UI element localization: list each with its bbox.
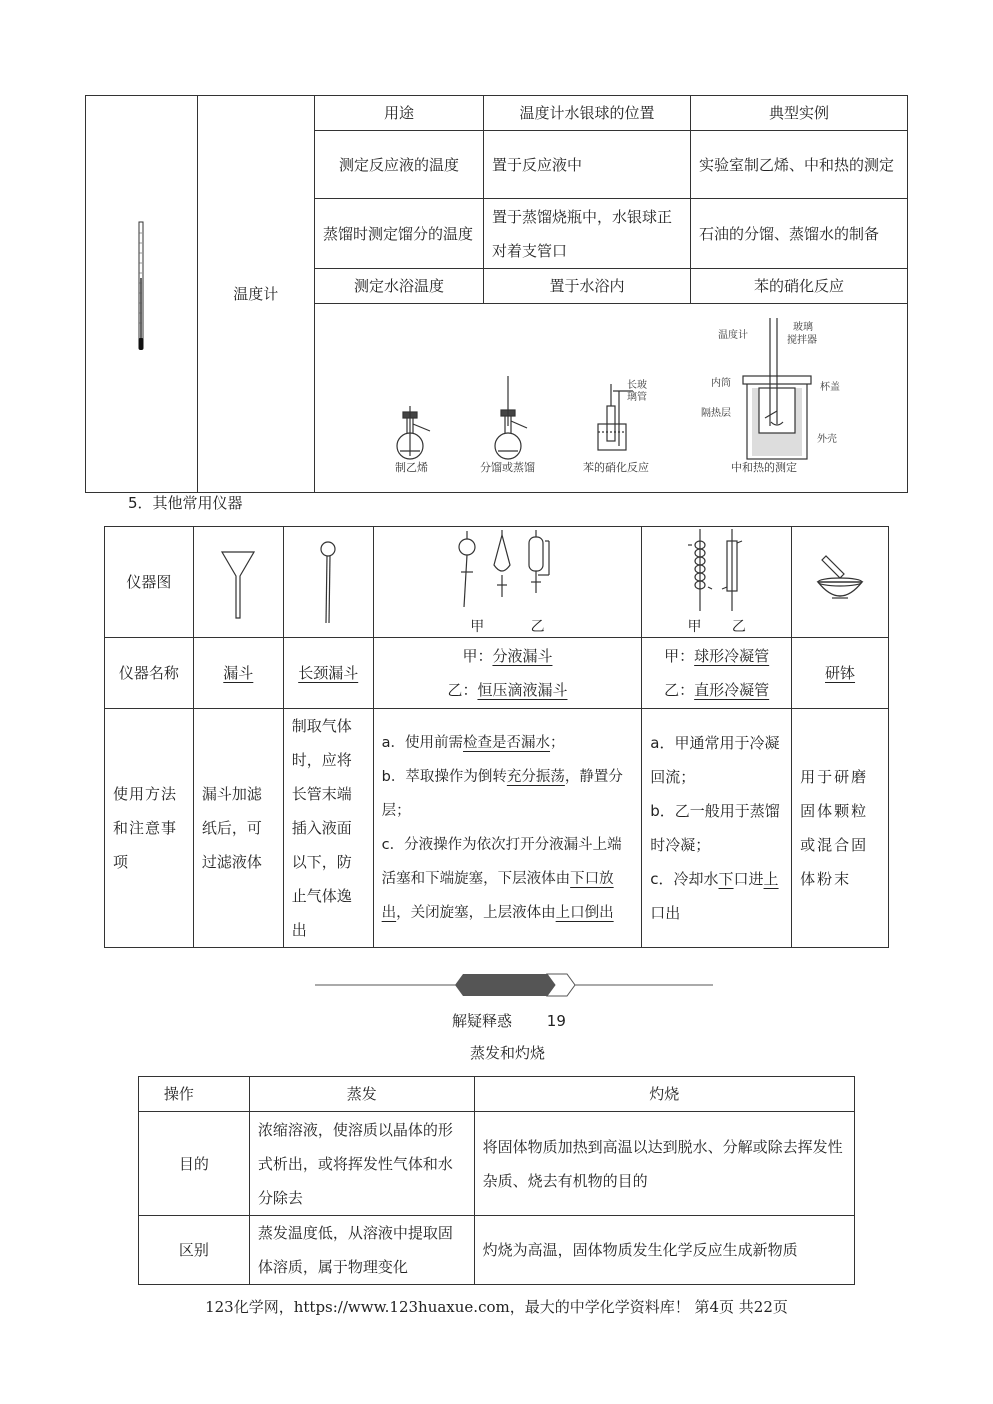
usage-text: ，静置分层；: [381, 769, 623, 819]
bulb-condenser-name: 球形冷凝管: [694, 647, 770, 665]
page-footer: 123化学网，https://www.123huaxue.com，最大的中学化学资料库！ 第4页 共22页: [205, 1298, 788, 1316]
usage-text: c．分液操作为依次打开分液漏斗上端活塞和下端旋塞，下层液体由: [381, 837, 622, 887]
thermometer-table: [85, 95, 908, 493]
section5-title: 5．其他常用仪器: [128, 494, 243, 512]
insulation-label: 隔热层: [700, 407, 731, 419]
evap-cell: 蒸发温度低，从溶液中提取固体溶质，属于物理变化: [249, 1216, 474, 1285]
tip-subtitle: 蒸发和灼烧: [470, 1044, 546, 1062]
label-jia-2: 甲: [687, 619, 702, 635]
tip-banner-divider: [315, 972, 713, 998]
usage-answer: 下口放出: [381, 871, 614, 921]
evap-th-op: 操作: [139, 1077, 250, 1112]
position-cell: 置于水浴内: [483, 269, 690, 304]
usage-cell: 测定水浴温度: [314, 269, 483, 304]
condenser-figure: [642, 527, 792, 638]
long-funnel-usage: 制取气体时，应将长管末端插入液面以下，防止气体逸出: [283, 709, 373, 948]
usage-answer: 充分振荡: [506, 769, 565, 785]
calorimeter-label: 中和热的测定: [730, 460, 797, 474]
tip-label: 解疑释惑: [452, 1012, 513, 1030]
nitration-label: 苯的硝化反应: [582, 460, 649, 474]
th-usage: 用途: [314, 96, 483, 131]
long-funnel-name: 长颈漏斗: [298, 664, 359, 682]
usage-cell: 测定反应液的温度: [314, 131, 483, 199]
usage-text: ，关闭旋塞，上层液体由: [396, 905, 556, 921]
condenser-names: [642, 638, 792, 709]
lid-label: 杯盖: [819, 381, 840, 393]
usage-text: c．冷却水: [650, 870, 719, 888]
funnel-usage: 漏斗加滤纸后，可过滤液体: [193, 709, 283, 948]
example-cell: 实验室制乙烯、中和热的测定: [690, 131, 907, 199]
thermometer-figures-cell: [314, 304, 907, 493]
evap-ignition-table: [138, 1076, 855, 1285]
usage-text: b．萃取操作为倒转: [381, 769, 507, 785]
label-yi: 乙: [530, 619, 545, 635]
long-tube-label-2: 璃管: [626, 391, 647, 403]
evap-row-label: 目的: [139, 1112, 250, 1216]
thermometer-icon: [131, 218, 151, 358]
row-label-name: 仪器名称: [105, 638, 194, 709]
condensers-icon: [682, 527, 752, 613]
mortar-icon: [812, 554, 868, 610]
usage-answer: 检查是否漏水: [463, 735, 551, 751]
funnel-figure: [193, 527, 283, 638]
evap-th-ignite: 灼烧: [474, 1077, 854, 1112]
instruments-table: [104, 526, 889, 948]
dropping-funnel-name: 恒压滴液漏斗: [477, 681, 568, 699]
usage-answer: 上口倒出: [555, 905, 614, 921]
thermometer-name: 温度计: [197, 96, 314, 493]
ignite-cell: 灼烧为高温，固体物质发生化学反应生成新物质: [474, 1216, 854, 1285]
thermometer-fig-label: 温度计: [717, 329, 748, 341]
straight-condenser-name: 直形冷凝管: [694, 681, 770, 699]
condenser-usage: [642, 709, 792, 948]
usage-text: ；: [550, 735, 565, 751]
outer-label: 外壳: [816, 433, 837, 445]
example-cell: 石油的分馏、蒸馏水的制备: [690, 199, 907, 269]
evap-cell: 浓缩溶液，使溶质以晶体的形式析出，或将挥发性气体和水分除去: [249, 1112, 474, 1216]
usage-text: a．甲通常用于冷凝回流；: [650, 734, 780, 786]
funnel-icon: [218, 542, 258, 622]
prefix: 乙：: [447, 681, 478, 699]
separatory-funnel-figure: [373, 527, 642, 638]
mortar-figure: [792, 527, 889, 638]
ignite-cell: 将固体物质加热到高温以达到脱水、分解或除去挥发性杂质、烧去有机物的目的: [474, 1112, 854, 1216]
evap-th-evap: 蒸发: [249, 1077, 474, 1112]
th-example: 典型实例: [690, 96, 907, 131]
prefix: 乙：: [664, 681, 695, 699]
label-yi-2: 乙: [731, 619, 746, 635]
usage-answer: 下: [718, 870, 734, 888]
ethylene-apparatus-icon: [397, 406, 430, 459]
evap-row-label: 区别: [139, 1216, 250, 1285]
long-funnel-icon: [313, 537, 343, 627]
long-funnel-figure: [283, 527, 373, 638]
usage-text: 口出: [650, 904, 681, 922]
separatory-names: [373, 638, 642, 709]
long-tube-label: 长玻: [626, 379, 647, 391]
usage-text: b．乙一般用于蒸馏时冷凝；: [650, 802, 780, 854]
position-cell: 置于蒸馏烧瓶中，水银球正对着支管口: [483, 199, 690, 269]
ethylene-label: 制乙烯: [394, 460, 428, 474]
row-label-figure: 仪器图: [105, 527, 194, 638]
apparatus-figures: [315, 306, 906, 491]
prefix: 甲：: [664, 647, 695, 665]
usage-answer: 上: [763, 870, 779, 888]
position-cell: 置于反应液中: [483, 131, 690, 199]
mortar-usage: 用于研磨固体颗粒或混合固体粉末: [792, 709, 889, 948]
separatory-funnels-icon: [447, 527, 567, 613]
mortar-name: 研钵: [825, 664, 856, 682]
thermometer-image-cell: [86, 96, 198, 493]
usage-text: a．使用前需: [381, 735, 464, 751]
distill-label: 分馏或蒸馏: [479, 460, 535, 474]
separatory-usage: [373, 709, 642, 948]
stirrer-label-2: 搅拌器: [786, 334, 817, 346]
example-cell: 苯的硝化反应: [690, 269, 907, 304]
usage-text: 口进: [733, 870, 764, 888]
funnel-name: 漏斗: [223, 664, 254, 682]
tip-number: 19: [546, 1012, 566, 1030]
prefix: 甲：: [462, 647, 493, 665]
label-jia: 甲: [470, 619, 485, 635]
inner-label: 内筒: [710, 377, 731, 389]
distillation-apparatus-icon: [495, 376, 527, 459]
sep-funnel-name: 分液漏斗: [492, 647, 553, 665]
row-label-usage: 使用方法和注意事项: [105, 709, 194, 948]
th-position: 温度计水银球的位置: [483, 96, 690, 131]
stirrer-label: 玻璃: [792, 321, 813, 333]
usage-cell: 蒸馏时测定馏分的温度: [314, 199, 483, 269]
tip-heading: [452, 1010, 566, 1031]
